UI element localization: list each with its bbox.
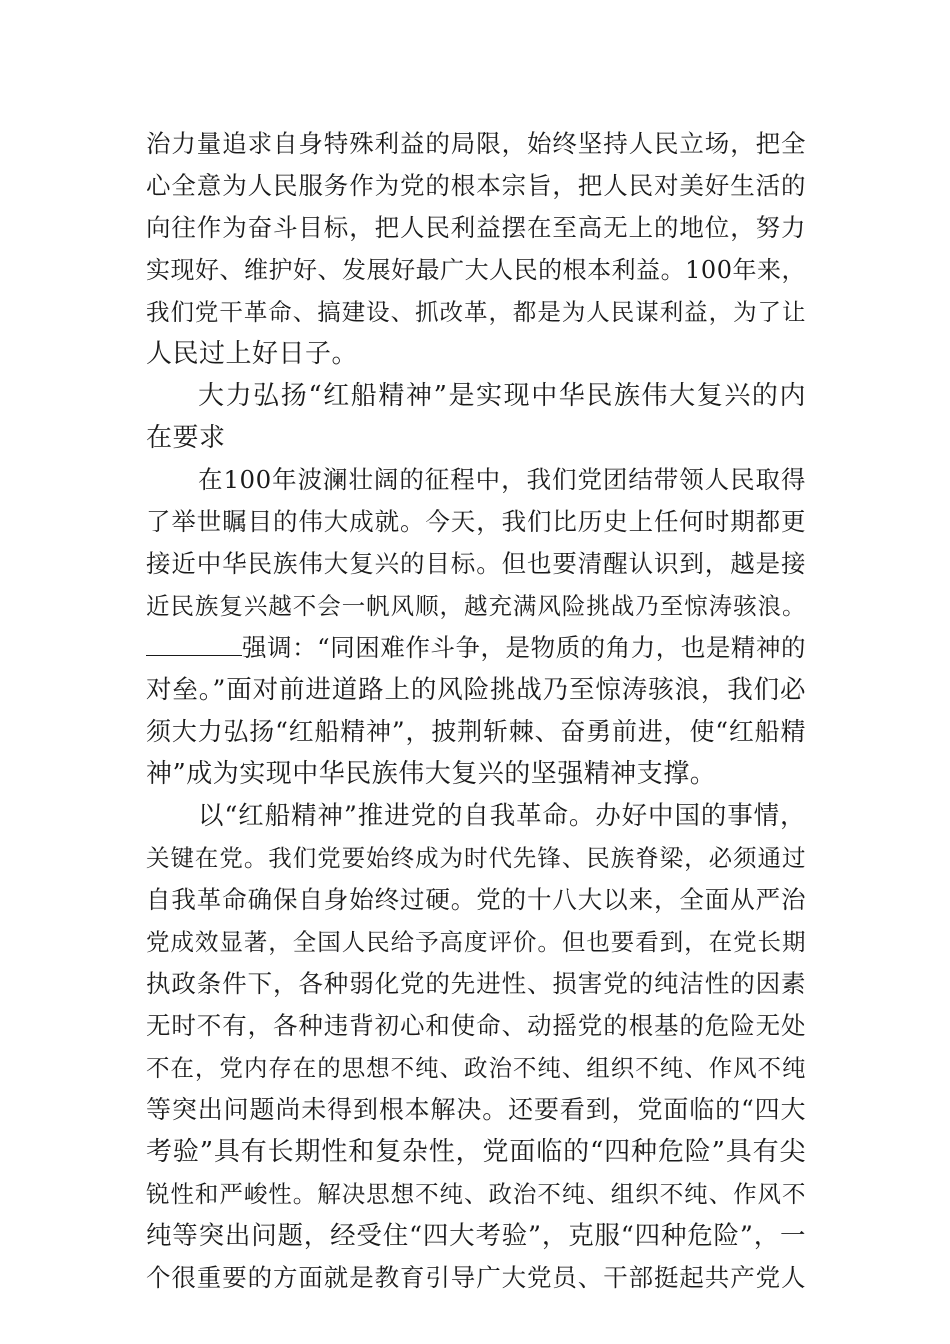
text-line: [146, 1089, 806, 1131]
text-line: [146, 879, 806, 921]
text-line: [146, 963, 806, 1005]
text-line-content: 党成效显著，全国人民给予高度评价。但也要看到，在党长期: [146, 928, 806, 956]
text-line-content: 对垒。”面对前进道路上的风险挑战乃至惊涛骇浪，我们必: [146, 675, 806, 705]
text-line: [146, 249, 806, 291]
text-line: [146, 837, 806, 879]
text-line: [146, 501, 806, 543]
text-line: [146, 459, 806, 501]
text-line-content: 无时不有，各种违背初心和使命、动摇党的根基的危险无处: [146, 1011, 806, 1040]
text-line-content: 锐性和严峻性。解决思想不纯、政治不纯、组织不纯、作风不: [146, 1180, 806, 1208]
text-line-content: 大力弘扬“红船精神”是实现中华民族伟大复兴的内: [198, 381, 806, 411]
text-line-content: 考验”具有长期性和复杂性，党面临的“四种危险”具有尖: [146, 1137, 806, 1167]
text-line: [146, 921, 806, 963]
text-line-content: 人民过上好日子。: [146, 339, 359, 369]
text-line-content: 强调：“同困难作斗争，是物质的角力，也是精神的: [242, 633, 806, 662]
redacted-blank: [146, 627, 242, 656]
text-line: [146, 123, 806, 165]
text-line-content: 关键在党。我们党要始终成为时代先锋、民族脊梁，必须通过: [146, 844, 806, 872]
text-line-content: 在要求: [146, 423, 226, 453]
text-line-content: 了举世瞩目的伟大成就。今天，我们比历史上任何时期都更: [146, 507, 806, 536]
text-line-content: 自我革命确保自身始终过硬。党的十八大以来，全面从严治: [146, 885, 806, 914]
text-line-content: 心全意为人民服务作为党的根本宗旨，把人民对美好生活的: [146, 171, 806, 200]
text-line: [146, 417, 806, 459]
text-line-content: 等突出问题尚未得到根本解决。还要看到，党面临的“四大: [146, 1095, 806, 1124]
text-line-content: 执政条件下，各种弱化党的先进性、损害党的纯洁性的因素: [146, 969, 806, 998]
text-line: [146, 1047, 806, 1089]
text-line-content: 向往作为奋斗目标，把人民利益摆在至高无上的地位，努力: [146, 213, 806, 242]
text-line-content: 不在，党内存在的思想不纯、政治不纯、组织不纯、作风不纯: [146, 1054, 806, 1082]
text-line: [146, 1257, 806, 1299]
text-line: [146, 711, 806, 753]
text-line: [146, 1005, 806, 1047]
text-line: [146, 1215, 806, 1257]
text-line: [146, 669, 806, 711]
text-line: [146, 1173, 806, 1215]
text-line-content: 实现好、维护好、发展好最广大人民的根本利益。100年来，: [146, 256, 806, 284]
text-line: [146, 333, 806, 375]
text-line: [146, 375, 806, 417]
text-line: [146, 585, 806, 627]
text-line-content: 个很重要的方面就是教育引导广大党员、干部挺起共产党人: [146, 1263, 806, 1292]
text-line: [146, 291, 806, 333]
text-line-content: 在100年波澜壮阔的征程中，我们党团结带领人民取得: [198, 465, 806, 494]
text-line-content: 接近中华民族伟大复兴的目标。但也要清醒认识到，越是接: [146, 549, 806, 578]
text-line: [146, 753, 806, 795]
text-line-content: 我们党干革命、搞建设、抓改革，都是为人民谋利益，为了让: [146, 298, 806, 326]
body-text: [146, 123, 806, 1299]
text-line-content: 纯等突出问题，经受住“四大考验”，克服“四种危险”，一: [146, 1221, 806, 1251]
text-line-content: 神”成为实现中华民族伟大复兴的坚强精神支撑。: [146, 759, 717, 789]
text-line: [146, 627, 806, 669]
text-line-content: 以“红船精神”推进党的自我革命。办好中国的事情，: [198, 801, 806, 831]
text-line: [146, 1131, 806, 1173]
text-line: [146, 165, 806, 207]
text-line-content: 近民族复兴越不会一帆风顺，越充满风险挑战乃至惊涛骇浪。: [146, 592, 806, 620]
text-line: [146, 207, 806, 249]
text-line-content: 须大力弘扬“红船精神”，披荆斩棘、奋勇前进，使“红船精: [146, 717, 806, 746]
text-line: [146, 543, 806, 585]
text-line: [146, 795, 806, 837]
text-line-content: 治力量追求自身特殊利益的局限，始终坚持人民立场，把全: [146, 129, 806, 158]
